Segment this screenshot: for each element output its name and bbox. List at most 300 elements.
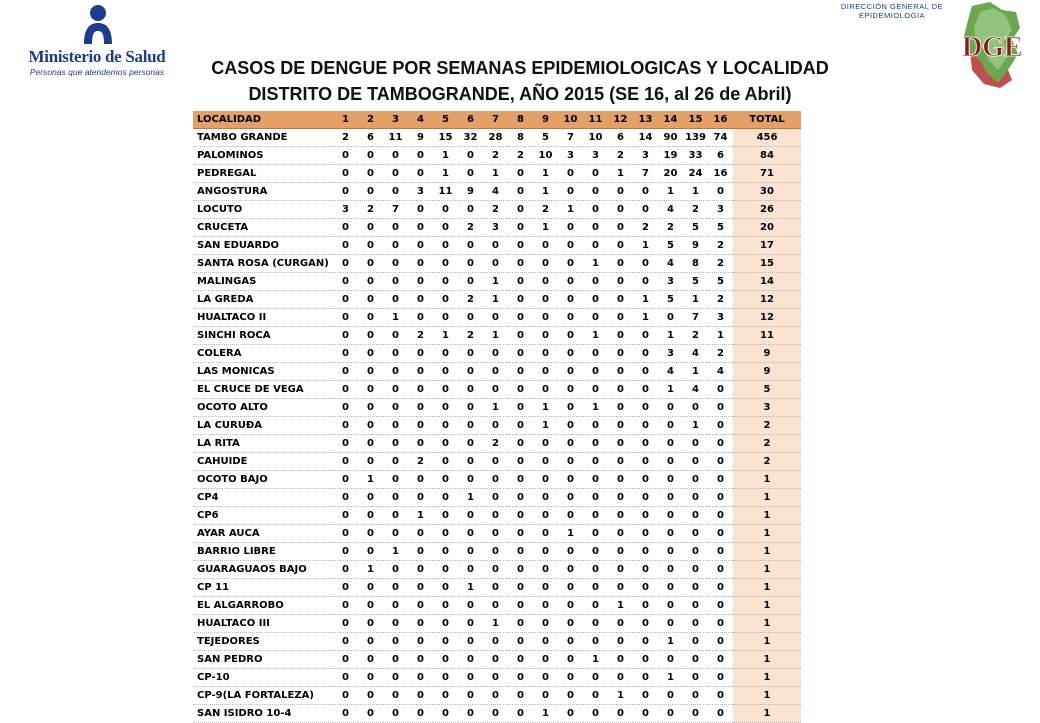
week-cell: 0 — [633, 471, 658, 489]
week-cell: 0 — [433, 669, 458, 687]
week-cell: 0 — [608, 291, 633, 309]
week-cell: 0 — [508, 165, 533, 183]
week-cell: 0 — [333, 615, 358, 633]
week-cell: 0 — [583, 219, 608, 237]
week-cell: 0 — [583, 597, 608, 615]
week-cell: 0 — [508, 597, 533, 615]
week-cell: 0 — [408, 381, 433, 399]
week-cell: 0 — [433, 201, 458, 219]
page-title-line2: DISTRITO DE TAMBOGRANDE, AÑO 2015 (SE 16, al 26 de Abril) — [248, 84, 792, 104]
week-cell: 0 — [708, 705, 733, 723]
week-cell: 0 — [633, 417, 658, 435]
week-cell: 0 — [558, 291, 583, 309]
week-cell: 0 — [533, 381, 558, 399]
table-row — [193, 255, 801, 273]
week-cell: 0 — [558, 255, 583, 273]
table-row — [193, 345, 801, 363]
week-cell: 0 — [708, 489, 733, 507]
week-cell: 2 — [458, 291, 483, 309]
week-cell: 0 — [533, 687, 558, 705]
week-cell: 0 — [358, 453, 383, 471]
week-cell: 0 — [458, 669, 483, 687]
week-cell: 0 — [383, 363, 408, 381]
locality-name: HUALTACO II — [193, 309, 333, 327]
week-cell: 0 — [558, 615, 583, 633]
week-cell: 0 — [458, 651, 483, 669]
week-cell: 0 — [358, 435, 383, 453]
week-cell: 0 — [508, 219, 533, 237]
week-cell: 0 — [508, 399, 533, 417]
week-cell: 0 — [458, 453, 483, 471]
week-cell: 0 — [558, 381, 583, 399]
week-cell: 2 — [658, 219, 683, 237]
week-cell: 0 — [333, 543, 358, 561]
week-cell: 0 — [408, 147, 433, 165]
week-cell: 0 — [383, 687, 408, 705]
week-cell: 0 — [358, 165, 383, 183]
dge-text-line2: EPIDEMIOLOGIA — [858, 11, 926, 20]
week-cell: 0 — [383, 291, 408, 309]
week-cell: 0 — [658, 417, 683, 435]
week-cell: 0 — [708, 525, 733, 543]
week-cell: 0 — [508, 309, 533, 327]
week-cell: 3 — [583, 147, 608, 165]
week-cell: 2 — [683, 201, 708, 219]
week-cell: 0 — [333, 381, 358, 399]
total-cell: 71 — [733, 165, 801, 183]
locality-name: AYAR AUCA — [193, 525, 333, 543]
week-cell: 0 — [533, 579, 558, 597]
week-cell: 0 — [358, 633, 383, 651]
week-cell: 0 — [608, 183, 633, 201]
week-cell: 0 — [408, 291, 433, 309]
week-cell: 0 — [708, 561, 733, 579]
table-row — [193, 327, 801, 345]
week-cell: 0 — [458, 399, 483, 417]
week-cell: 0 — [408, 597, 433, 615]
person-icon — [82, 4, 114, 46]
week-cell: 2 — [708, 345, 733, 363]
week-cell: 0 — [458, 237, 483, 255]
week-cell: 0 — [583, 309, 608, 327]
week-cell: 0 — [583, 201, 608, 219]
week-cell: 0 — [408, 633, 433, 651]
week-cell: 0 — [633, 435, 658, 453]
week-cell: 0 — [708, 507, 733, 525]
week-cell: 0 — [408, 525, 433, 543]
week-cell: 0 — [558, 417, 583, 435]
week-cell: 0 — [383, 471, 408, 489]
week-cell: 0 — [633, 399, 658, 417]
week-cell: 2 — [633, 219, 658, 237]
week-cell: 0 — [608, 417, 633, 435]
week-cell: 0 — [358, 597, 383, 615]
week-cell: 0 — [508, 435, 533, 453]
locality-name: SINCHI ROCA — [193, 327, 333, 345]
locality-name: CRUCETA — [193, 219, 333, 237]
week-cell: 0 — [483, 255, 508, 273]
week-cell: 0 — [633, 327, 658, 345]
week-cell: 0 — [458, 507, 483, 525]
week-cell: 0 — [583, 705, 608, 723]
week-cell: 1 — [483, 291, 508, 309]
week-cell: 0 — [458, 615, 483, 633]
week-cell: 0 — [433, 219, 458, 237]
total-cell: 20 — [733, 219, 801, 237]
locality-name: EL CRUCE DE VEGA — [193, 381, 333, 399]
week-cell: 0 — [633, 579, 658, 597]
week-cell: 0 — [508, 453, 533, 471]
week-cell: 0 — [583, 381, 608, 399]
week-cell: 1 — [533, 399, 558, 417]
week-cell: 0 — [483, 687, 508, 705]
week-cell: 0 — [583, 417, 608, 435]
week-cell: 0 — [333, 669, 358, 687]
week-cell: 5 — [708, 273, 733, 291]
week-cell: 0 — [683, 687, 708, 705]
week-cell: 0 — [633, 543, 658, 561]
week-cell: 0 — [583, 687, 608, 705]
table-row — [193, 543, 801, 561]
week-cell: 0 — [383, 183, 408, 201]
week-cell: 0 — [558, 471, 583, 489]
week-cell: 1 — [658, 669, 683, 687]
week-cell: 15 — [433, 129, 458, 147]
total-cell: 9 — [733, 363, 801, 381]
column-header-week: 11 — [583, 111, 608, 129]
week-cell: 1 — [358, 561, 383, 579]
week-cell: 0 — [683, 507, 708, 525]
week-cell: 0 — [558, 345, 583, 363]
week-cell: 1 — [683, 363, 708, 381]
week-cell: 0 — [683, 453, 708, 471]
week-cell: 0 — [458, 255, 483, 273]
week-cell: 0 — [583, 507, 608, 525]
week-cell: 0 — [408, 273, 433, 291]
week-cell: 0 — [533, 633, 558, 651]
week-cell: 2 — [708, 291, 733, 309]
week-cell: 0 — [408, 489, 433, 507]
week-cell: 0 — [333, 183, 358, 201]
week-cell: 3 — [408, 183, 433, 201]
week-cell: 0 — [658, 561, 683, 579]
week-cell: 3 — [658, 345, 683, 363]
week-cell: 0 — [333, 273, 358, 291]
week-cell: 0 — [433, 561, 458, 579]
week-cell: 0 — [358, 363, 383, 381]
week-cell: 0 — [608, 507, 633, 525]
total-cell: 1 — [733, 579, 801, 597]
week-cell: 0 — [358, 291, 383, 309]
week-cell: 0 — [333, 687, 358, 705]
week-cell: 0 — [658, 615, 683, 633]
week-cell: 0 — [483, 561, 508, 579]
week-cell: 0 — [333, 489, 358, 507]
week-cell: 0 — [508, 705, 533, 723]
column-header-week: 9 — [533, 111, 558, 129]
week-cell: 0 — [458, 435, 483, 453]
week-cell: 0 — [433, 705, 458, 723]
week-cell: 0 — [333, 507, 358, 525]
week-cell: 0 — [708, 543, 733, 561]
week-cell: 0 — [383, 147, 408, 165]
week-cell: 0 — [333, 705, 358, 723]
locality-name: PALOMINOS — [193, 147, 333, 165]
week-cell: 0 — [483, 453, 508, 471]
locality-name: LA GREDA — [193, 291, 333, 309]
total-cell: 15 — [733, 255, 801, 273]
week-cell: 0 — [358, 327, 383, 345]
week-cell: 0 — [358, 381, 383, 399]
week-cell: 0 — [633, 381, 658, 399]
week-cell: 5 — [708, 219, 733, 237]
week-cell: 6 — [608, 129, 633, 147]
week-cell: 0 — [383, 345, 408, 363]
week-cell: 0 — [483, 525, 508, 543]
week-cell: 0 — [533, 309, 558, 327]
week-cell: 0 — [558, 237, 583, 255]
week-cell: 0 — [333, 435, 358, 453]
table-row — [193, 309, 801, 327]
week-cell: 0 — [433, 507, 458, 525]
week-cell: 0 — [433, 579, 458, 597]
total-cell: 12 — [733, 291, 801, 309]
week-cell: 0 — [433, 309, 458, 327]
week-cell: 0 — [558, 651, 583, 669]
week-cell: 0 — [483, 633, 508, 651]
week-cell: 0 — [383, 453, 408, 471]
week-cell: 0 — [658, 543, 683, 561]
week-cell: 1 — [633, 309, 658, 327]
week-cell: 0 — [483, 381, 508, 399]
week-cell: 3 — [333, 201, 358, 219]
week-cell: 0 — [683, 399, 708, 417]
column-header-week: 16 — [708, 111, 733, 129]
total-cell: 84 — [733, 147, 801, 165]
locality-name: LAS MONICAS — [193, 363, 333, 381]
week-cell: 0 — [633, 507, 658, 525]
total-cell: 1 — [733, 597, 801, 615]
locality-name: CP-10 — [193, 669, 333, 687]
week-cell: 1 — [483, 273, 508, 291]
week-cell: 0 — [333, 165, 358, 183]
week-cell: 0 — [633, 633, 658, 651]
week-cell: 0 — [433, 237, 458, 255]
week-cell: 1 — [583, 651, 608, 669]
week-cell: 0 — [683, 489, 708, 507]
week-cell: 0 — [508, 543, 533, 561]
table-row — [193, 453, 801, 471]
week-cell: 0 — [458, 633, 483, 651]
week-cell: 0 — [683, 633, 708, 651]
week-cell: 0 — [508, 273, 533, 291]
week-cell: 7 — [383, 201, 408, 219]
week-cell: 0 — [558, 705, 583, 723]
week-cell: 0 — [483, 489, 508, 507]
table-row — [193, 579, 801, 597]
week-cell: 0 — [333, 309, 358, 327]
logo-tagline: Personas que atendemos personas — [29, 67, 165, 77]
week-cell: 74 — [708, 129, 733, 147]
week-cell: 0 — [608, 471, 633, 489]
week-cell: 0 — [358, 183, 383, 201]
week-cell: 0 — [358, 669, 383, 687]
week-cell: 0 — [608, 327, 633, 345]
week-cell: 0 — [508, 615, 533, 633]
week-cell: 0 — [508, 201, 533, 219]
week-cell: 0 — [683, 597, 708, 615]
week-cell: 0 — [558, 435, 583, 453]
week-cell: 0 — [558, 309, 583, 327]
locality-name: COLERA — [193, 345, 333, 363]
week-cell: 0 — [583, 669, 608, 687]
week-cell: 0 — [483, 543, 508, 561]
week-cell: 0 — [608, 525, 633, 543]
week-cell: 0 — [458, 363, 483, 381]
week-cell: 0 — [333, 399, 358, 417]
week-cell: 0 — [583, 561, 608, 579]
week-cell: 0 — [358, 309, 383, 327]
week-cell: 0 — [333, 597, 358, 615]
week-cell: 0 — [383, 507, 408, 525]
week-cell: 2 — [608, 147, 633, 165]
week-cell: 1 — [583, 399, 608, 417]
week-cell: 8 — [508, 129, 533, 147]
week-cell: 3 — [658, 273, 683, 291]
total-cell: 1 — [733, 615, 801, 633]
week-cell: 0 — [608, 633, 633, 651]
total-cell: 1 — [733, 687, 801, 705]
total-cell: 17 — [733, 237, 801, 255]
week-cell: 0 — [583, 273, 608, 291]
total-cell: 2 — [733, 435, 801, 453]
week-cell: 0 — [558, 687, 583, 705]
week-cell: 0 — [408, 417, 433, 435]
week-cell: 0 — [433, 525, 458, 543]
week-cell: 139 — [683, 129, 708, 147]
week-cell: 0 — [408, 345, 433, 363]
week-cell: 0 — [533, 669, 558, 687]
locality-name: GUARAGUAOS BAJO — [193, 561, 333, 579]
week-cell: 0 — [608, 363, 633, 381]
week-cell: 0 — [358, 687, 383, 705]
week-cell: 2 — [483, 147, 508, 165]
week-cell: 0 — [533, 597, 558, 615]
week-cell: 0 — [508, 345, 533, 363]
week-cell: 0 — [708, 381, 733, 399]
week-cell: 1 — [633, 291, 658, 309]
week-cell: 1 — [358, 471, 383, 489]
week-cell: 0 — [633, 273, 658, 291]
week-cell: 0 — [658, 309, 683, 327]
week-cell: 0 — [333, 525, 358, 543]
week-cell: 0 — [408, 561, 433, 579]
week-cell: 0 — [608, 255, 633, 273]
week-cell: 6 — [708, 147, 733, 165]
week-cell: 0 — [383, 561, 408, 579]
total-cell: 1 — [733, 669, 801, 687]
week-cell: 0 — [708, 417, 733, 435]
week-cell: 0 — [658, 471, 683, 489]
week-cell: 0 — [383, 237, 408, 255]
week-cell: 3 — [633, 147, 658, 165]
week-cell: 1 — [558, 201, 583, 219]
locality-name: OCOTO ALTO — [193, 399, 333, 417]
week-cell: 0 — [358, 345, 383, 363]
table-body — [193, 129, 801, 723]
locality-name: LA CURUĐA — [193, 417, 333, 435]
week-cell: 0 — [683, 579, 708, 597]
week-cell: 2 — [483, 201, 508, 219]
total-cell: 14 — [733, 273, 801, 291]
total-cell: 456 — [733, 129, 801, 147]
week-cell: 1 — [558, 525, 583, 543]
week-cell: 0 — [558, 669, 583, 687]
week-cell: 0 — [608, 453, 633, 471]
week-cell: 3 — [558, 147, 583, 165]
total-cell: 26 — [733, 201, 801, 219]
dge-heading — [826, 2, 958, 20]
week-cell: 0 — [333, 147, 358, 165]
week-cell: 32 — [458, 129, 483, 147]
locality-name: TAMBO GRANDE — [193, 129, 333, 147]
week-cell: 2 — [408, 453, 433, 471]
week-cell: 0 — [558, 561, 583, 579]
locality-name: PEDREGAL — [193, 165, 333, 183]
total-cell: 1 — [733, 489, 801, 507]
week-cell: 0 — [533, 543, 558, 561]
week-cell: 0 — [483, 579, 508, 597]
week-cell: 0 — [558, 597, 583, 615]
week-cell: 9 — [458, 183, 483, 201]
week-cell: 0 — [458, 381, 483, 399]
table-row — [193, 435, 801, 453]
week-cell: 0 — [508, 579, 533, 597]
week-cell: 0 — [358, 525, 383, 543]
week-cell: 10 — [533, 147, 558, 165]
week-cell: 0 — [533, 507, 558, 525]
locality-name: CAHUIDE — [193, 453, 333, 471]
table-header-row — [193, 111, 801, 129]
week-cell: 0 — [533, 471, 558, 489]
week-cell: 0 — [608, 399, 633, 417]
week-cell: 0 — [508, 183, 533, 201]
week-cell: 0 — [458, 345, 483, 363]
locality-name: CP4 — [193, 489, 333, 507]
locality-name: LOCUTO — [193, 201, 333, 219]
logo-name: Ministerio de Salud — [28, 47, 166, 66]
week-cell: 0 — [583, 291, 608, 309]
total-cell: 1 — [733, 705, 801, 723]
week-cell: 0 — [558, 399, 583, 417]
week-cell: 0 — [533, 615, 558, 633]
week-cell: 1 — [658, 183, 683, 201]
week-cell: 0 — [433, 435, 458, 453]
week-cell: 0 — [433, 651, 458, 669]
week-cell: 0 — [333, 363, 358, 381]
week-cell: 0 — [658, 651, 683, 669]
week-cell: 0 — [583, 183, 608, 201]
week-cell: 0 — [558, 363, 583, 381]
week-cell: 1 — [633, 237, 658, 255]
week-cell: 1 — [383, 309, 408, 327]
week-cell: 4 — [683, 345, 708, 363]
week-cell: 0 — [633, 489, 658, 507]
total-cell: 11 — [733, 327, 801, 345]
week-cell: 7 — [558, 129, 583, 147]
week-cell: 0 — [658, 525, 683, 543]
week-cell: 0 — [533, 255, 558, 273]
